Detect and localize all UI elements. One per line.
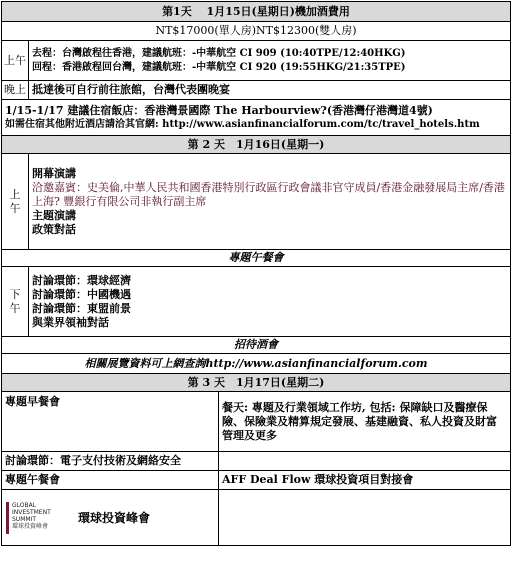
day3-empty-cell [219, 452, 511, 471]
day1-title: 第1天 1月15日(星期日)機加酒費用 [2, 2, 511, 22]
day1-am-label: 上午 [2, 41, 29, 81]
day3-lunch: 專題午餐會 [2, 471, 219, 490]
day3-title: 第 3 天 1月17日(星期二) [2, 374, 511, 392]
logo-line-4: 環球投資峰會 [12, 522, 49, 530]
hotel-more-info: 如需住宿其他附近酒店請洽其官網: http://www.asianfinancialforum.com/tc/travel_hotels.htm [5, 118, 480, 130]
guest-speaker: 洽邀嘉賓：史美倫,中華人民共和國香港特別行政區行政會議非官守成員/香港金融發展局主席/香港上海? 豐銀行有限公司非執行副主席 [32, 180, 505, 208]
day3-digital-panel: 討論環節：電子支付技術及網絡安全 [2, 452, 219, 471]
panel-china: 討論環節：中國機遇 [32, 287, 131, 301]
day2-pm-label: 下 午 [2, 267, 29, 337]
day1-hotel-cell [2, 100, 511, 136]
hotel-suggestion: 1/15-1/17 建議住宿飯店：香港灣景國際 The Harbourview?(香港灣仔港灣道4號) [5, 103, 433, 117]
opening-speech: 開幕演講 [32, 166, 76, 180]
logo-line-1: GLOBAL [12, 501, 37, 509]
day1-pm-label: 晚上 [2, 81, 29, 100]
summit-name: 環球投資峰會 [78, 510, 151, 525]
panel-leaders: 與業界領袖對話 [32, 315, 109, 329]
summit-logo-mark [6, 502, 64, 534]
day2-title: 第 2 天 1月16日(星期一) [2, 136, 511, 154]
flight-outbound: 去程：台灣啟程往香港，建議航班：-中華航空 CI 909 (10:40TPE/12:40HKG) [32, 47, 406, 59]
day1-flights [29, 41, 511, 81]
policy-dialogue: 政策對話 [32, 222, 76, 236]
day2-morning [29, 154, 511, 250]
day1-price: NT$17000(單人房)NT$12300(雙人房) [2, 22, 511, 41]
day3-blank-cell [219, 490, 511, 546]
day2-am-label: 上 午 [2, 154, 29, 250]
panel-asean: 討論環節：東盟前景 [32, 301, 131, 315]
day2-lunch: 專題午餐會 [2, 250, 511, 267]
day3-deal-flow: AFF Deal Flow 環球投資項目對接會 [219, 471, 511, 490]
keynote-speech: 主題演講 [32, 208, 76, 222]
panel-global-economy: 討論環節：環球經濟 [32, 273, 131, 287]
flight-return: 回程：香港啟程回台灣，建議航班：-中華航空 CI 920 (19:55HKG/21:35TPE) [32, 61, 406, 73]
exhibition-info: 相關展覽資料可上網查詢http://www.asianfinancialforum.com [2, 354, 511, 374]
day3-workshops: 餐天: 專題及行業領域工作坊, 包括: 保障缺口及醫療保險、保險業及精算規定發展、基建融資、私人投資及財富管理及更多 [219, 392, 511, 452]
day2-reception: 招待酒會 [2, 337, 511, 354]
day2-afternoon [29, 267, 511, 337]
summit-logo-cell [2, 490, 219, 546]
itinerary-table [1, 1, 511, 546]
day3-breakfast: 專題早餐會 [2, 392, 219, 452]
logo-line-2: INVESTMENT [12, 508, 51, 516]
day1-evening-text: 抵達後可自行前往旅館，台灣代表團晚宴 [29, 81, 511, 100]
summit-logo [6, 502, 214, 534]
logo-line-3: SUMMIT [12, 515, 36, 523]
